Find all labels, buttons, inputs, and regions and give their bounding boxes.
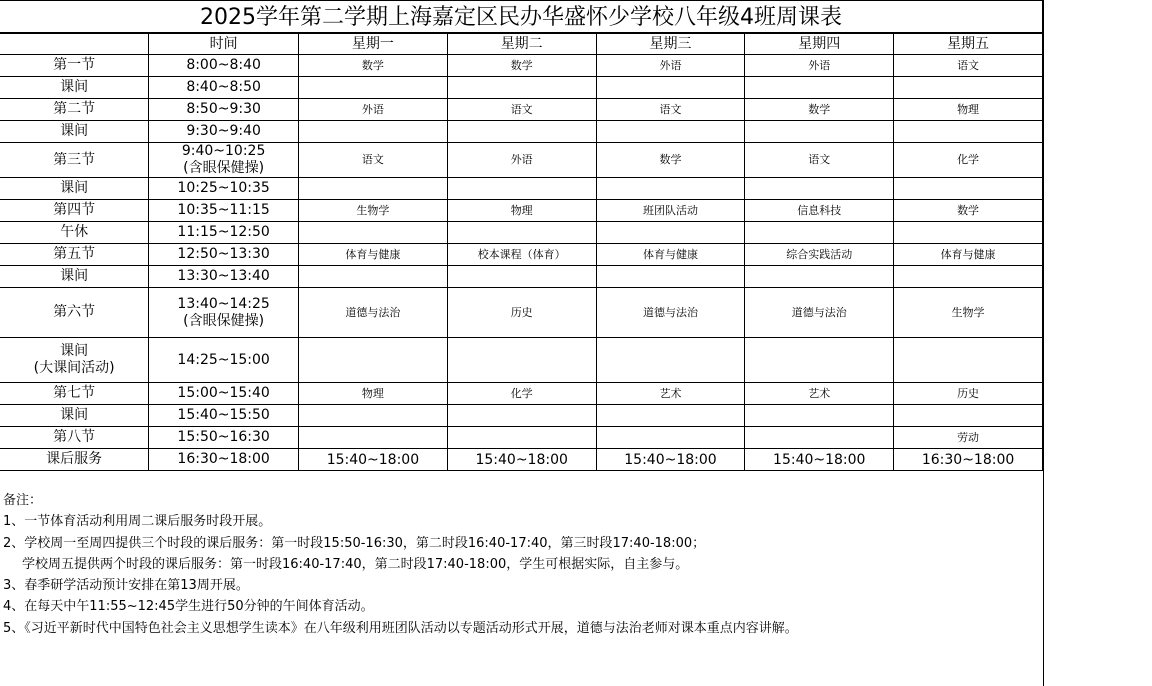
subject-cell bbox=[299, 77, 448, 99]
table-row bbox=[0, 222, 1043, 244]
time-cell-text: 15:40~15:50 bbox=[177, 407, 270, 423]
subject-cell: 班团队活动 bbox=[596, 200, 745, 222]
time-cell bbox=[149, 244, 299, 266]
subject-cell: 体育与健康 bbox=[299, 244, 448, 266]
subject-cell: 综合实践活动 bbox=[745, 244, 894, 266]
note-line: 3、春季研学活动预计安排在第13周开展。 bbox=[3, 578, 249, 594]
subject-cell bbox=[894, 121, 1043, 143]
period-cell-text: 课间 bbox=[60, 343, 89, 359]
subject-cell bbox=[745, 222, 894, 244]
subject-cell bbox=[745, 338, 894, 383]
time-cell bbox=[149, 266, 299, 288]
header-day: 星期二 bbox=[447, 34, 596, 55]
period-cell bbox=[0, 244, 149, 266]
period-cell-text: 课间 bbox=[60, 79, 89, 95]
subject-cell: 数学 bbox=[596, 143, 745, 178]
time-cell-text: 15:00~15:40 bbox=[177, 385, 270, 401]
subject-cell bbox=[745, 121, 894, 143]
subject-cell: 数学 bbox=[745, 99, 894, 121]
header-row bbox=[0, 34, 1043, 55]
table-row bbox=[0, 77, 1043, 99]
time-cell-text: (含眼保健操) bbox=[183, 312, 265, 329]
subject-cell bbox=[447, 178, 596, 200]
table-row bbox=[0, 244, 1043, 266]
table-row bbox=[0, 178, 1043, 200]
time-cell bbox=[149, 427, 299, 449]
note-line: 5、《习近平新时代中国特色社会主义思想学生读本》在八年级利用班团队活动以专题活动形式开展，道德与法治老师对课本重点内容讲解。 bbox=[3, 620, 798, 636]
period-cell bbox=[0, 266, 149, 288]
time-cell bbox=[149, 99, 299, 121]
period-cell bbox=[0, 77, 149, 99]
period-cell-text: 第八节 bbox=[53, 429, 96, 445]
subject-cell bbox=[596, 266, 745, 288]
subject-cell: 数学 bbox=[299, 55, 448, 77]
subject-cell bbox=[894, 405, 1043, 427]
period-cell-text: 课间 bbox=[60, 180, 89, 196]
time-cell bbox=[149, 338, 299, 383]
subject-cell: 化学 bbox=[894, 143, 1043, 178]
subject-cell: 道德与法治 bbox=[745, 288, 894, 338]
subject-cell: 道德与法治 bbox=[596, 288, 745, 338]
subject-cell bbox=[745, 178, 894, 200]
period-cell-text: 课间 bbox=[60, 268, 89, 284]
time-cell-text: 15:50~16:30 bbox=[177, 429, 270, 445]
time-cell bbox=[149, 178, 299, 200]
subject-cell bbox=[596, 77, 745, 99]
time-cell-text: 9:30~9:40 bbox=[186, 123, 261, 139]
table-row bbox=[0, 99, 1043, 121]
table-row bbox=[0, 200, 1043, 222]
after-school-cell: 16:30~18:00 bbox=[894, 449, 1043, 471]
subject-cell bbox=[894, 77, 1043, 99]
time-cell-text: 9:40~10:25 bbox=[181, 143, 266, 159]
subject-cell bbox=[299, 266, 448, 288]
subject-cell: 语文 bbox=[596, 99, 745, 121]
time-cell-text: 8:00~8:40 bbox=[186, 57, 261, 73]
timetable bbox=[0, 33, 1043, 471]
subject-cell: 体育与健康 bbox=[596, 244, 745, 266]
subject-cell: 外语 bbox=[299, 99, 448, 121]
time-cell bbox=[149, 449, 299, 471]
time-cell-text: (含眼保健操) bbox=[183, 160, 265, 176]
subject-cell bbox=[299, 338, 448, 383]
subject-cell bbox=[894, 222, 1043, 244]
period-cell-text: (大课间活动) bbox=[33, 360, 115, 376]
subject-cell: 语文 bbox=[299, 143, 448, 178]
period-cell bbox=[0, 405, 149, 427]
header-day: 星期五 bbox=[894, 34, 1043, 55]
subject-cell: 信息科技 bbox=[745, 200, 894, 222]
note-line: 2、学校周一至周四提供三个时段的课后服务：第一时段15:50-16:30，第二时段16:40-17:40，第三时段17:40-18:00； bbox=[3, 535, 706, 551]
corner-cell bbox=[0, 34, 149, 55]
period-cell bbox=[0, 449, 149, 471]
period-cell bbox=[0, 99, 149, 121]
period-cell bbox=[0, 338, 149, 383]
subject-cell bbox=[299, 427, 448, 449]
subject-cell bbox=[894, 338, 1043, 383]
time-cell bbox=[149, 288, 299, 338]
subject-cell: 外语 bbox=[745, 55, 894, 77]
subject-cell bbox=[596, 178, 745, 200]
table-row bbox=[0, 55, 1043, 77]
subject-cell: 体育与健康 bbox=[894, 244, 1043, 266]
table-row bbox=[0, 288, 1043, 338]
subject-cell bbox=[596, 427, 745, 449]
header-day: 星期四 bbox=[745, 34, 894, 55]
subject-cell: 语文 bbox=[447, 99, 596, 121]
table-row bbox=[0, 427, 1043, 449]
time-cell-text: 11:15~12:50 bbox=[177, 224, 270, 240]
subject-cell bbox=[745, 266, 894, 288]
subject-cell bbox=[299, 178, 448, 200]
table-row bbox=[0, 121, 1043, 143]
table-row bbox=[0, 266, 1043, 288]
subject-cell bbox=[447, 405, 596, 427]
time-cell bbox=[149, 222, 299, 244]
period-cell-text: 第二节 bbox=[53, 101, 96, 117]
subject-cell: 外语 bbox=[596, 55, 745, 77]
after-school-cell: 15:40~18:00 bbox=[745, 449, 894, 471]
subject-cell: 外语 bbox=[447, 143, 596, 178]
period-cell-text: 第六节 bbox=[53, 304, 96, 320]
subject-cell bbox=[596, 338, 745, 383]
period-cell bbox=[0, 200, 149, 222]
header-day: 星期一 bbox=[299, 34, 448, 55]
subject-cell bbox=[447, 427, 596, 449]
subject-cell: 物理 bbox=[447, 200, 596, 222]
note-line: 1、一节体育活动利用周二课后服务时段开展。 bbox=[3, 514, 272, 530]
table-row bbox=[0, 449, 1043, 471]
time-cell-text: 8:40~8:50 bbox=[186, 79, 261, 95]
subject-cell: 校本课程（体育） bbox=[447, 244, 596, 266]
after-school-cell: 15:40~18:00 bbox=[596, 449, 745, 471]
period-cell-text: 第四节 bbox=[53, 202, 96, 218]
note-line: 学校周五提供两个时段的课后服务：第一时段16:40-17:40，第二时段17:40-18:00，学生可根据实际，自主参与。 bbox=[22, 556, 689, 572]
notes-section bbox=[0, 490, 1043, 639]
subject-cell bbox=[745, 405, 894, 427]
time-cell-text: 8:50~9:30 bbox=[186, 101, 261, 117]
subject-cell: 历史 bbox=[447, 288, 596, 338]
table-row bbox=[0, 383, 1043, 405]
period-cell-text: 课间 bbox=[60, 407, 89, 423]
period-cell bbox=[0, 288, 149, 338]
time-cell bbox=[149, 143, 299, 178]
period-cell-text: 第五节 bbox=[53, 246, 96, 262]
header-day: 星期三 bbox=[596, 34, 745, 55]
subject-cell bbox=[447, 222, 596, 244]
period-cell-text: 第一节 bbox=[53, 57, 96, 73]
table-row bbox=[0, 338, 1043, 383]
time-cell-text: 16:30~18:00 bbox=[177, 451, 270, 467]
subject-cell bbox=[596, 222, 745, 244]
period-cell bbox=[0, 55, 149, 77]
time-cell-text: 13:30~13:40 bbox=[177, 268, 270, 284]
time-cell-text: 12:50~13:30 bbox=[177, 246, 270, 262]
subject-cell: 生物学 bbox=[299, 200, 448, 222]
subject-cell bbox=[299, 121, 448, 143]
table-row bbox=[0, 405, 1043, 427]
note-line: 4、在每天中午11:55~12:45学生进行50分钟的午间体育活动。 bbox=[3, 599, 374, 615]
period-cell-text: 课间 bbox=[60, 123, 89, 139]
after-school-cell: 15:40~18:00 bbox=[299, 449, 448, 471]
subject-cell bbox=[299, 405, 448, 427]
page-title: 2025学年第二学期上海嘉定区民办华盛怀少学校八年级4班周课表 bbox=[0, 0, 1043, 33]
subject-cell: 艺术 bbox=[596, 383, 745, 405]
period-cell bbox=[0, 178, 149, 200]
subject-cell bbox=[447, 338, 596, 383]
subject-cell: 物理 bbox=[299, 383, 448, 405]
period-cell bbox=[0, 143, 149, 178]
after-school-cell: 15:40~18:00 bbox=[447, 449, 596, 471]
subject-cell: 物理 bbox=[894, 99, 1043, 121]
subject-cell bbox=[596, 121, 745, 143]
period-cell-text: 第三节 bbox=[53, 151, 96, 168]
period-cell bbox=[0, 383, 149, 405]
subject-cell bbox=[894, 266, 1043, 288]
subject-cell: 劳动 bbox=[894, 427, 1043, 449]
subject-cell: 数学 bbox=[447, 55, 596, 77]
header-time: 时间 bbox=[149, 34, 299, 55]
time-cell-text: 10:25~10:35 bbox=[177, 180, 270, 196]
time-cell-text: 13:40~14:25 bbox=[177, 295, 270, 312]
subject-cell: 数学 bbox=[894, 200, 1043, 222]
subject-cell bbox=[894, 178, 1043, 200]
period-cell-text: 午休 bbox=[60, 224, 89, 240]
time-cell bbox=[149, 77, 299, 99]
subject-cell bbox=[745, 427, 894, 449]
time-cell bbox=[149, 55, 299, 77]
subject-cell: 道德与法治 bbox=[299, 288, 448, 338]
time-cell-text: 10:35~11:15 bbox=[177, 202, 270, 218]
subject-cell: 化学 bbox=[447, 383, 596, 405]
time-cell bbox=[149, 405, 299, 427]
time-cell-text: 14:25~15:00 bbox=[177, 351, 270, 368]
period-cell bbox=[0, 121, 149, 143]
period-cell-text: 课后服务 bbox=[46, 451, 103, 467]
subject-cell bbox=[596, 405, 745, 427]
subject-cell bbox=[447, 77, 596, 99]
period-cell bbox=[0, 222, 149, 244]
notes-heading: 备注： bbox=[3, 493, 43, 508]
time-cell bbox=[149, 121, 299, 143]
subject-cell: 历史 bbox=[894, 383, 1043, 405]
subject-cell bbox=[447, 266, 596, 288]
subject-cell bbox=[299, 222, 448, 244]
subject-cell bbox=[447, 121, 596, 143]
subject-cell: 语文 bbox=[745, 143, 894, 178]
time-cell bbox=[149, 383, 299, 405]
subject-cell: 生物学 bbox=[894, 288, 1043, 338]
time-cell bbox=[149, 200, 299, 222]
table-row bbox=[0, 143, 1043, 178]
period-cell-text: 第七节 bbox=[53, 385, 96, 401]
subject-cell: 语文 bbox=[894, 55, 1043, 77]
subject-cell: 艺术 bbox=[745, 383, 894, 405]
subject-cell bbox=[745, 77, 894, 99]
period-cell bbox=[0, 427, 149, 449]
